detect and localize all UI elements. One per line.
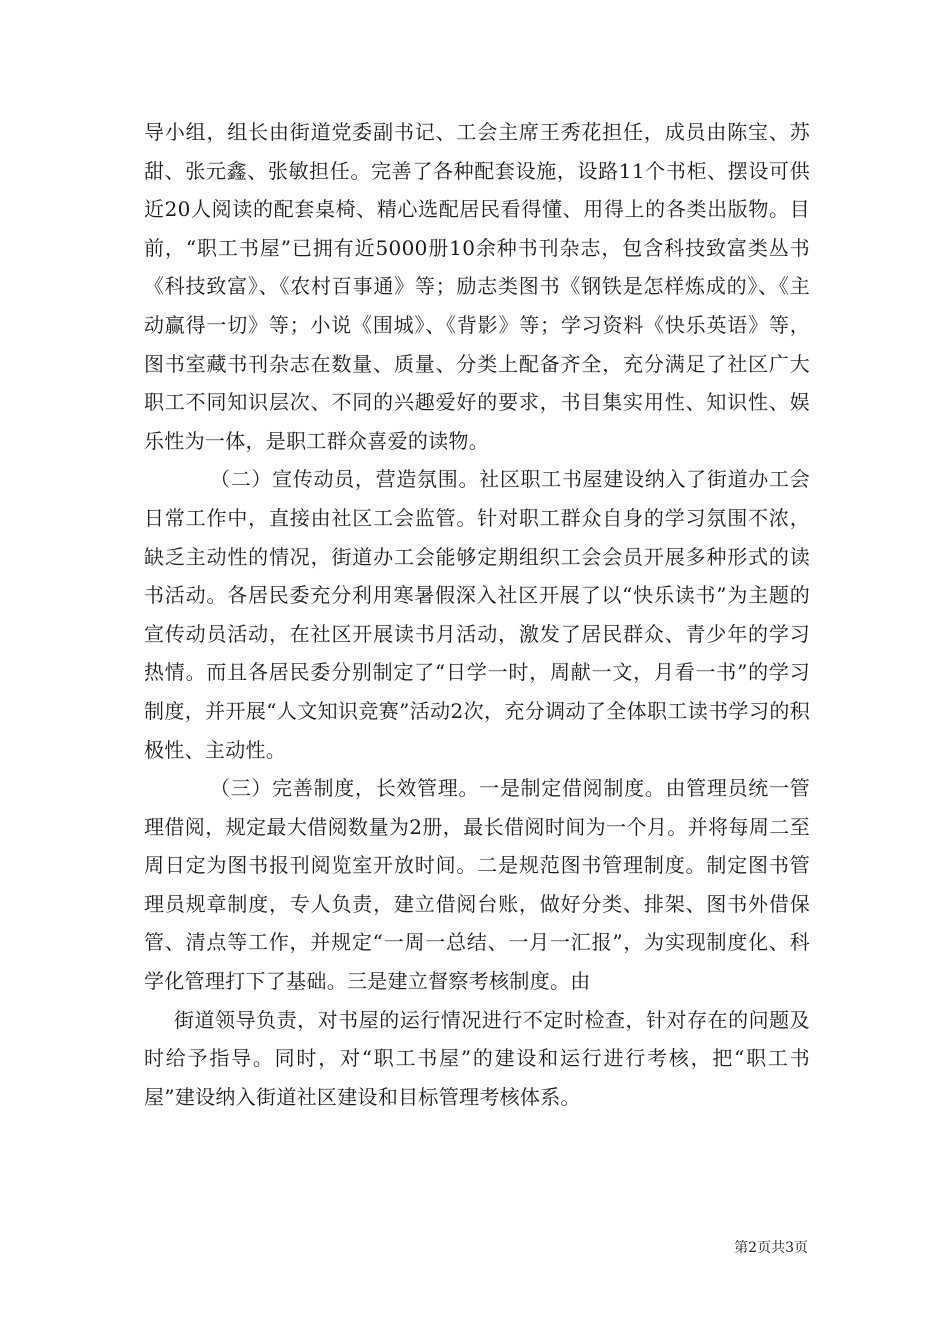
paragraph-publicity: （二）宣传动员，营造氛围。社区职工书屋建设纳入了街道办工会日常工作中，直接由社区工会监管。针对职工群众自身的学习氛围不浓，缺乏主动性的情况，街道办工会能够定期组织工会会员开展多种形式的读书活动。各居民委充分利用寒暑假深入社区开展了以“快乐读书”为主题的宣传动员活动，在社区开展读书月活动，激发了居民群众、青少年的学习热情。而且各居民委分别制定了“日学一时，周献一文，月看一书”的学习制度，并开展“人文知识竞赛”活动2次，充分调动了全体职工读书学习的积极性、主动性。: [144, 467, 810, 762]
paragraph-management: （三）完善制度，长效管理。一是制定借阅制度。由管理员统一管理借阅，规定最大借阅数量为2册，最长借阅时间为一个月。并将每周二至周日定为图书报刊阅览室开放时间。二是规范图书管理制度。制定图书管理员规章制度，专人负责，建立借阅台账，做好分类、排架、图书外借保管、清点等工作，并规定“一周一总结、一月一汇报”，为实现制度化、科学化管理打下了基础。三是建立督察考核制度。由: [144, 776, 810, 994]
document-body: [144, 113, 810, 1116]
paragraph-staffing: 导小组，组长由街道党委副书记、工会主席王秀花担任，成员由陈宝、苏甜、张元鑫、张敏担任。完善了各种配套设施，设路11个书柜、摆设可供近20人阅读的配套桌椅、精心选配居民看得懂、用得上的各类出版物。目前，“职工书屋”已拥有近5000册10余种书刊杂志，包含科技致富类丛书《科技致富》、《农村百事通》等；励志类图书《钢铁是怎样炼成的》、《主动赢得一切》等；小说《围城》、《背影》等；学习资料《快乐英语》等，图书室藏书刊杂志在数量、质量、分类上配备齐全，充分满足了社区广大职工不同知识层次、不同的兴趣爱好的要求，书目集实用性、知识性、娱乐性为一体，是职工群众喜爱的读物。: [144, 120, 810, 453]
paragraph-supervision: 街道领导负责，对书屋的运行情况进行不定时检查，针对存在的问题及时给予指导。同时，对“职工书屋”的建设和运行进行考核，把“职工书屋”建设纳入街道社区建设和目标管理考核体系。: [144, 1007, 810, 1109]
page-number: 第2页共3页: [734, 1240, 808, 1256]
